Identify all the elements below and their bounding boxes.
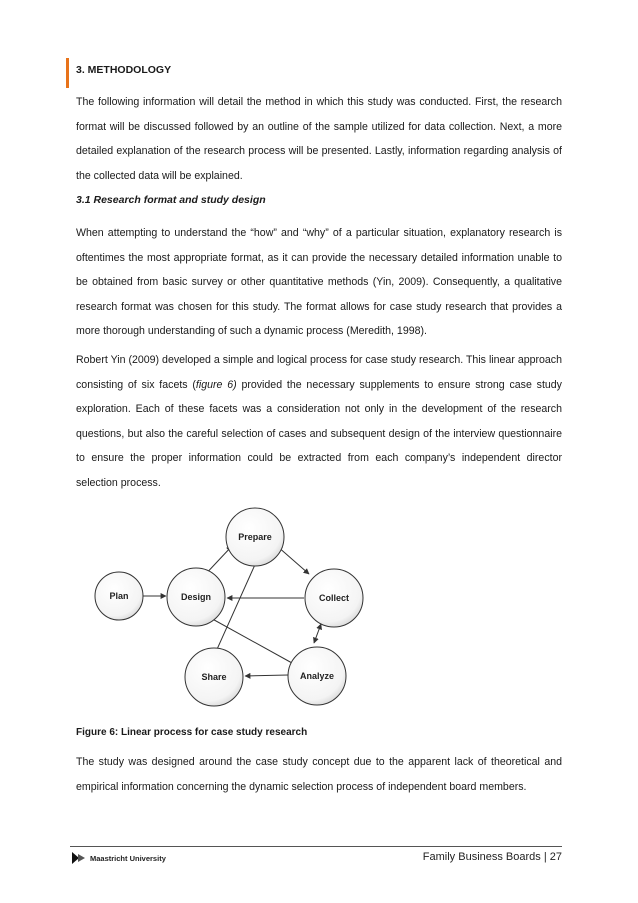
figure-caption: Figure 6: Linear process for case study research — [76, 727, 308, 738]
node-collect — [305, 569, 363, 627]
node-prepare — [226, 508, 284, 566]
paragraph-research-format: When attempting to understand the “how” and “why” of a particular situation, explanatory research is oftentimes the most appropriate format, as it can provide the necessary detailed information unable to be obtained from basic survey or other quantitative methods (Yin, 2009). Consequently, a qualitative research format was chosen for this study. The format allows for case study research that provides a more thorough understanding of such a dynamic process (Meredith, 1998). — [76, 227, 562, 337]
arrow-prepare-collect — [277, 546, 309, 574]
node-collect-label: Collect — [318, 593, 350, 603]
paragraph-yin-process — [76, 348, 562, 495]
node-design — [167, 568, 225, 626]
node-share-label: Share — [201, 672, 227, 682]
node-plan-label: Plan — [109, 591, 129, 601]
arrow-analyze-to-share — [245, 675, 288, 676]
figure-reference: figure 6) — [195, 378, 237, 391]
page-footer-label: Family Business Boards | 27 — [422, 851, 562, 863]
university-logo-icon — [72, 852, 86, 864]
section-title: 3. METHODOLOGY — [76, 64, 172, 76]
node-share — [185, 648, 243, 706]
university-name: Maastricht University — [90, 853, 166, 863]
node-prepare-label: Prepare — [238, 532, 272, 542]
case-study-process-diagram — [82, 505, 382, 720]
closing-paragraph: The study was designed around the case study concept due to the apparent lack of theoretical and empirical information concerning the dynamic selection process of independent board members. — [76, 756, 562, 793]
paragraph-yin-text-1: Robert Yin (2009) developed a simple and logical process for case study research. This linear approach consisting of six facets ( — [76, 354, 562, 391]
node-design-label: Design — [180, 592, 212, 602]
paragraph-yin-text-2: provided the necessary supplements to ensure strong case study exploration. Each of these facets was a consideration not only in the development of the research questions, but also the careful selection of cases and subsequent design of the interview questionnaire to ensure the proper information could be extracted from each company’s independent director selection process. — [76, 378, 562, 489]
node-plan — [95, 572, 143, 620]
intro-paragraph: The following information will detail the method in which this study was conducted. First, the research format will be discussed followed by an outline of the sample utilized for data collection. Next, a more detailed explanation of the research process will be presented. Lastly, information regarding analysis of the collected data will be explained. — [76, 96, 562, 182]
node-analyze-label: Analyze — [299, 671, 335, 681]
arrow-collect-analyze — [314, 624, 321, 643]
footer-divider — [70, 846, 562, 847]
node-analyze — [288, 647, 346, 705]
section-accent-bar — [66, 58, 69, 88]
university-logo — [72, 852, 166, 864]
subsection-title: 3.1 Research format and study design — [76, 194, 266, 206]
